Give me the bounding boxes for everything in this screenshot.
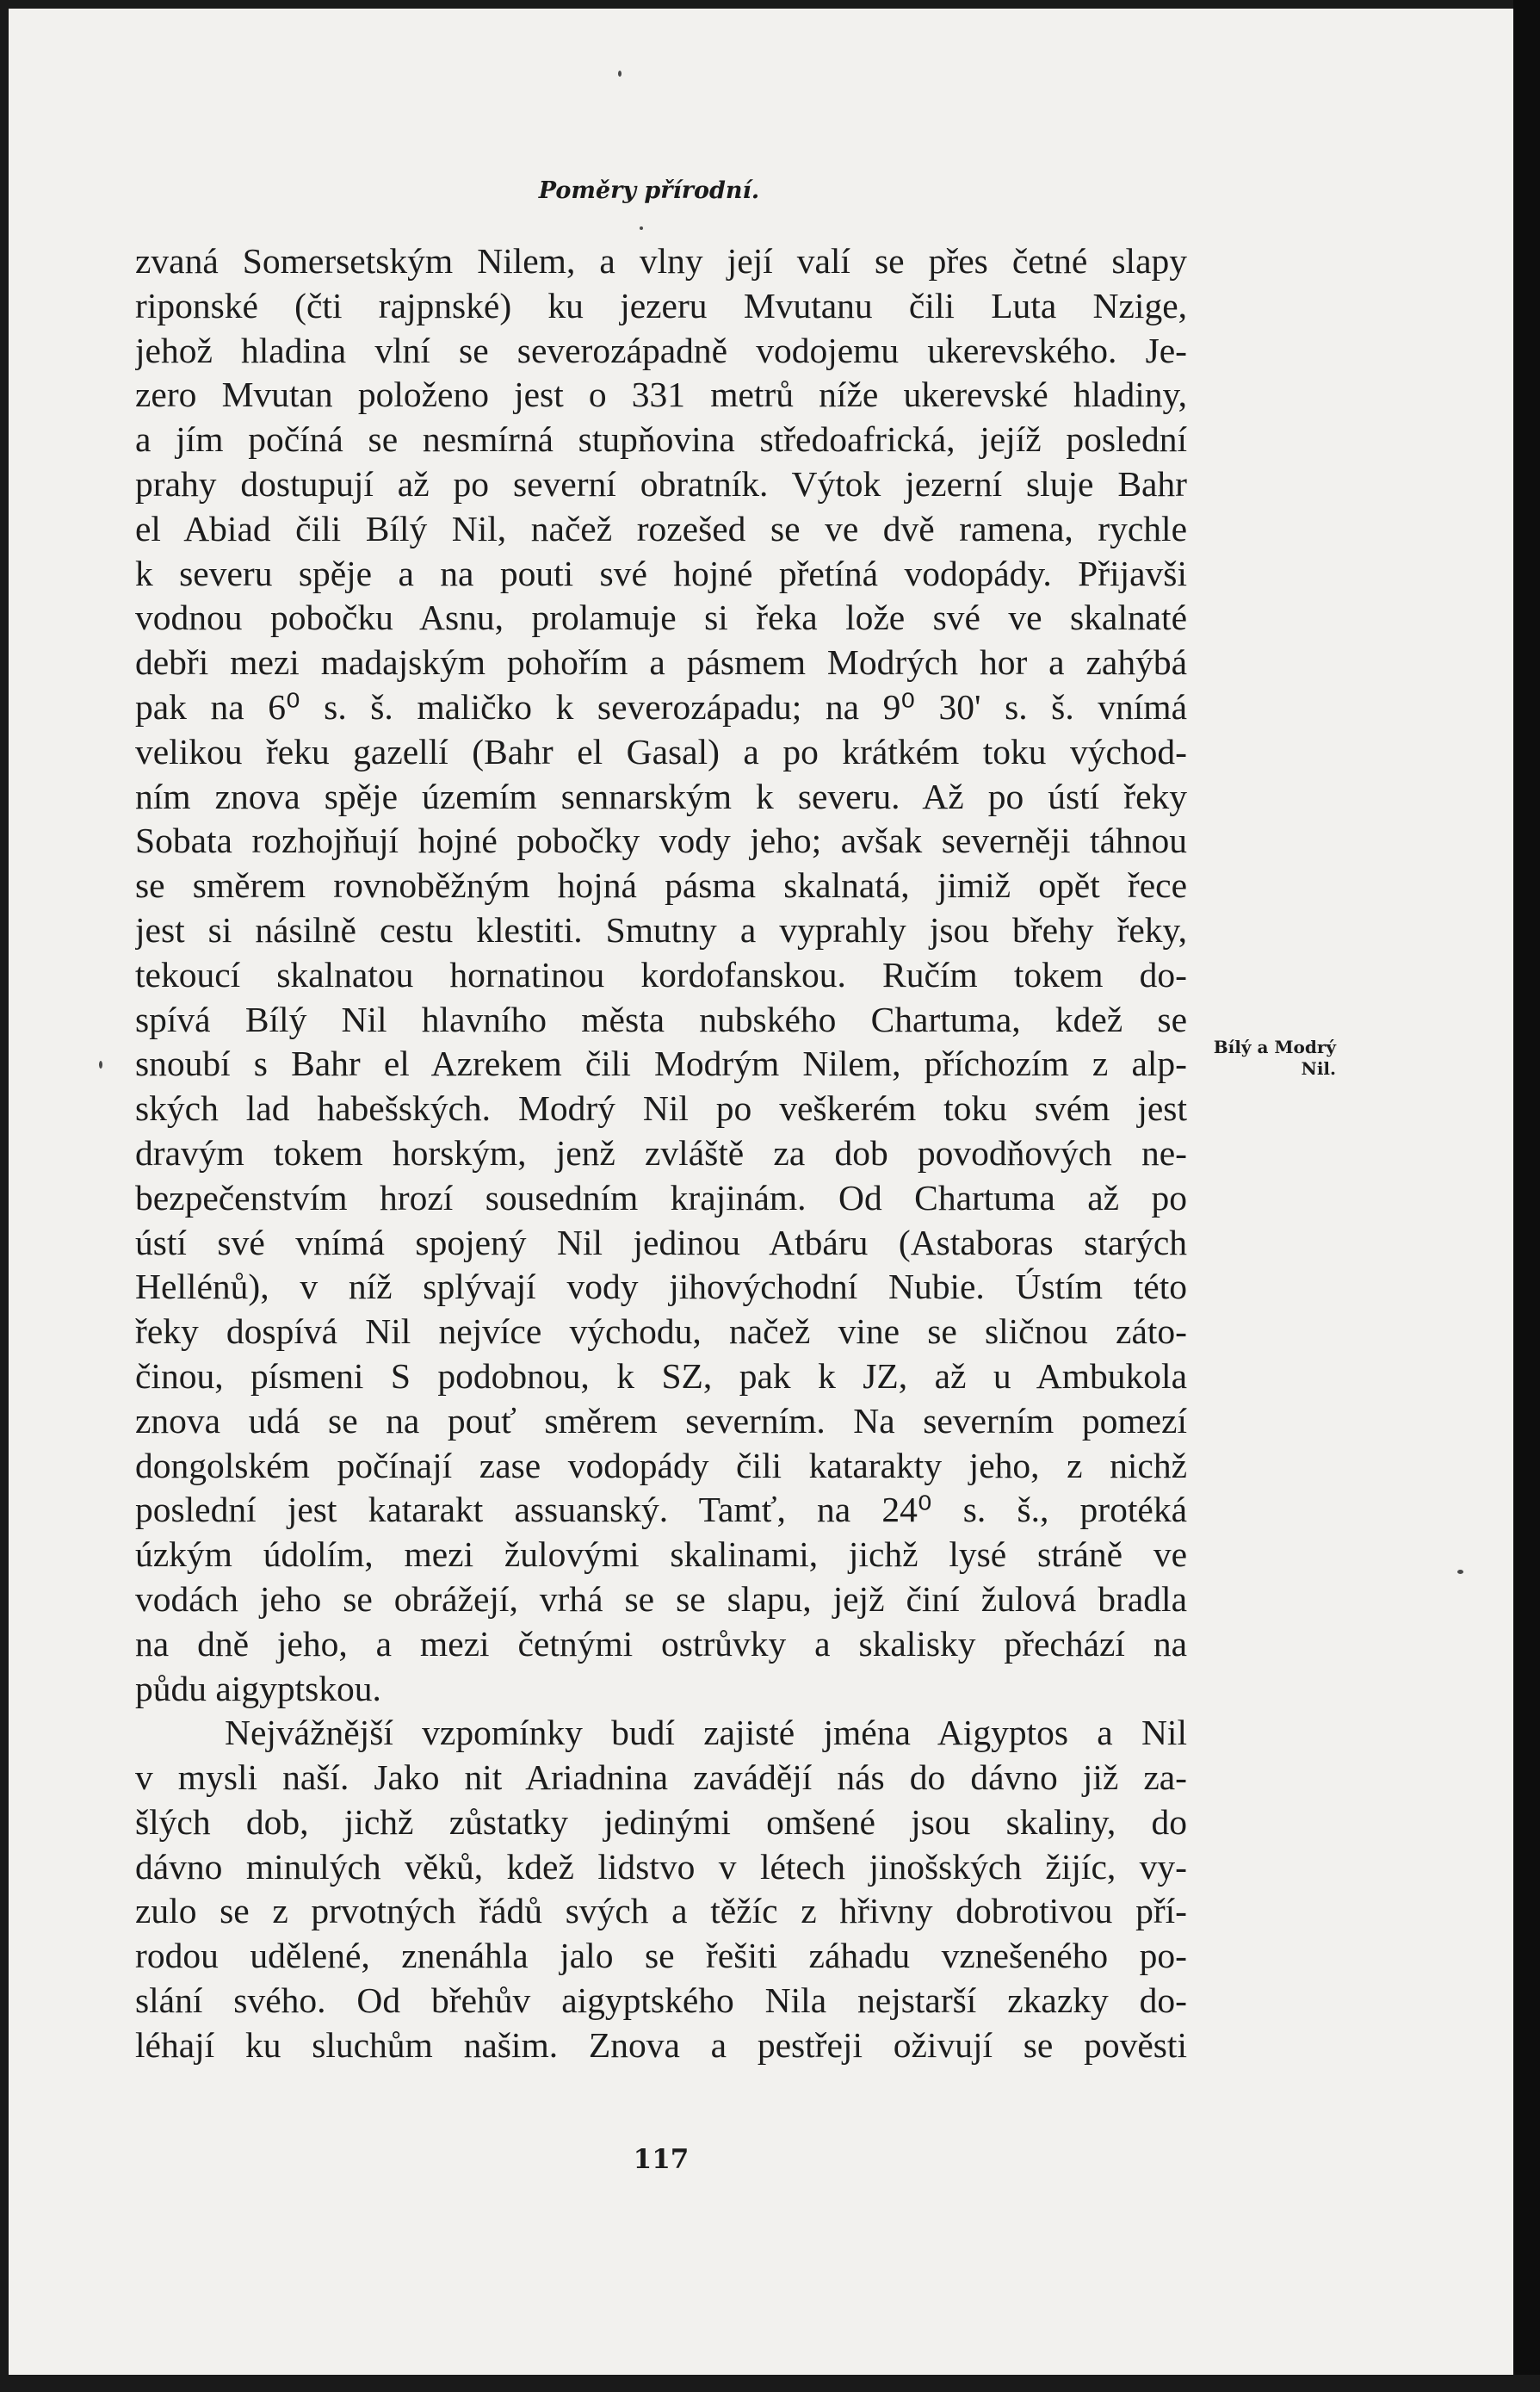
scan-border-top [0,0,1540,9]
text-line: úzkým údolím, mezi žulovými skalinami, jichž lysé stráně ve [135,1534,1187,1575]
text-line: rodou udělené, znenáhla jalo se řešiti záhadu vznešeného po- [135,1936,1187,1976]
text-line: velikou řeku gazellí (Bahr el Gasal) a po krátkém toku východ- [135,731,1187,772]
text-line: slání svého. Od břehův aigyptského Nila nejstarší zkazky do- [135,1980,1187,2021]
text-line: zulo se z prvotných řádů svých a těžíc z hřivny dobrotivou pří- [135,1891,1187,1931]
text-line: prahy dostupují až po severní obratník. Výtok jezerní sluje Bahr [135,463,1187,504]
scan-border-bottom [0,2375,1540,2392]
text-line: a jím počíná se nesmírná stupňovina středoafrická, jejíž poslední [135,419,1187,460]
text-line: ústí své vnímá spojený Nil jedinou Atbáru (Astaboras starých [135,1222,1187,1262]
text-line: v mysli naší. Jako nit Ariadnina zavádějí nás do dávno již za- [135,1757,1187,1798]
text-line: se směrem rovnoběžným hojná pásma skalnatá, jimiž opět řece [135,865,1187,906]
text-line: dongolském počínají zase vodopády čili katarakty jeho, z nichž [135,1445,1187,1485]
running-head: Poměry přírodní. [538,177,760,204]
text-line: na dně jeho, a mezi četnými ostrůvky a skalisky přechází na [135,1623,1187,1664]
text-line: řeky dospívá Nil nejvíce východu, načež vine se sličnou záto- [135,1311,1187,1352]
text-line: jehož hladina vlní se severozápadně vodojemu ukerevského. Je- [135,330,1187,370]
text-line: bezpečenstvím hrozí sousedním krajinám. Od Chartuma až po [135,1177,1187,1218]
body-text [135,239,1187,2068]
text-line: k severu spěje a na pouti své hojné přetíná vodopády. Přijavši [135,553,1187,593]
scan-border-right [1513,0,1540,2392]
page-number: 117 [633,2144,690,2175]
text-line: poslední jest katarakt assuanský. Tamť, na 24⁰ s. š., protéká [135,1490,1187,1530]
ink-speck [99,1061,102,1069]
text-line: vodnou pobočku Asnu, prolamuje si řeka lože své ve skalnaté [135,598,1187,638]
text-line: Hellénů), v níž splývají vody jihovýchodní Nubie. Ústím této [135,1267,1187,1307]
text-line: jest si násilně cestu klestiti. Smutny a vyprahly jsou břehy řeky, [135,909,1187,950]
text-line: spívá Bílý Nil hlavního města nubského Chartuma, kdež se [135,999,1187,1039]
ink-speck [1457,1570,1463,1574]
ink-speck [618,71,622,77]
ink-speck [640,226,643,230]
text-line: ním znova spěje územím sennarským k severu. Až po ústí řeky [135,776,1187,816]
text-line: ských lad habešských. Modrý Nil po veškerém toku svém jest [135,1088,1187,1129]
text-line: pak na 6⁰ s. š. maličko k severozápadu; na 9⁰ 30' s. š. vnímá [135,686,1187,727]
text-line: el Abiad čili Bílý Nil, načež rozešed se ve dvě ramena, rychle [135,508,1187,548]
text-line: Sobata rozhojňují hojné pobočky vody jeho; avšak severněji táhnou [135,821,1187,861]
text-line: riponské (čti rajpnské) ku jezeru Mvutanu čili Luta Nzige, [135,285,1187,325]
text-line: činou, písmeni S podobnou, k SZ, pak k JZ, až u Ambukola [135,1355,1187,1396]
text-line: zvaná Somersetským Nilem, a vlny její valí se přes četné slapy [135,241,1187,281]
text-line: dávno minulých věků, kdež lidstvo v létech jinošských žijíc, vy- [135,1846,1187,1887]
text-line: léhají ku sluchům našim. Znova a pestřeji oživují se pověsti [135,2024,1187,2065]
text-line: zero Mvutan položeno jest o 331 metrů níže ukerevské hladiny, [135,375,1187,415]
text-line: snoubí s Bahr el Azrekem čili Modrým Nilem, příchozím z alp- [135,1044,1187,1084]
text-line: debři mezi madajským pohořím a pásmem Modrých hor a zahýbá [135,642,1187,683]
marginal-note: Bílý a Modrý Nil. [1213,1037,1336,1079]
text-line: Nejvážnější vzpomínky budí zajisté jména Aigyptos a Nil [225,1713,1187,1753]
text-line: šlých dob, jichž zůstatky jedinými omšené jsou skaliny, do [135,1801,1187,1842]
text-line: vodách jeho se obrážejí, vrhá se se slapu, jejž činí žulová bradla [135,1578,1187,1619]
text-line: tekoucí skalnatou hornatinou kordofanskou. Ručím tokem do- [135,954,1187,995]
scan-border-left [0,0,9,2392]
text-line: dravým tokem horským, jenž zvláště za dob povodňových ne- [135,1132,1187,1173]
text-line: znova udá se na pouť směrem severním. Na severním pomezí [135,1400,1187,1441]
text-line: půdu aigyptskou. [135,1668,381,1708]
